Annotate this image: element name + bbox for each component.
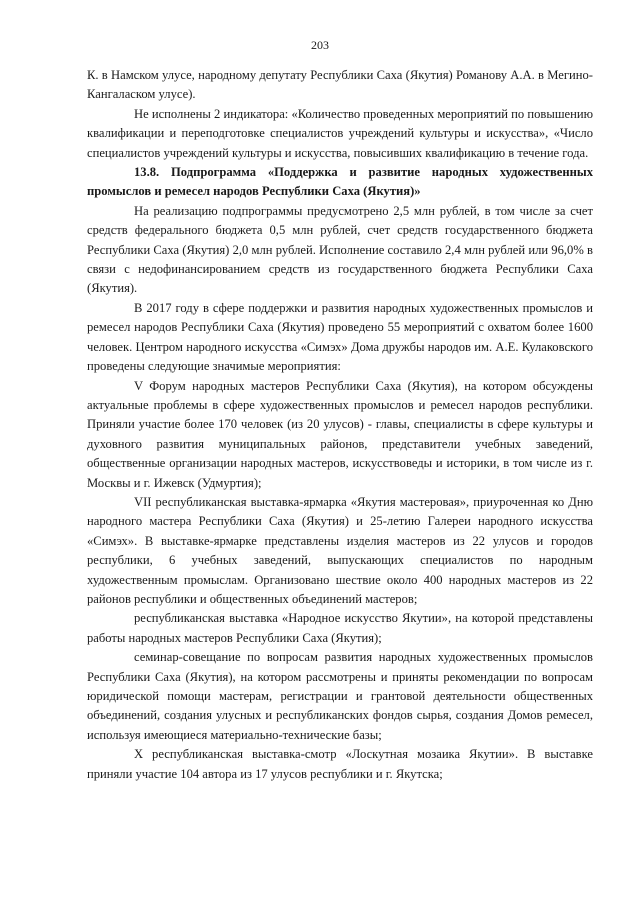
paragraph-forum: V Форум народных мастеров Республики Саха (Якутия), на котором обсуждены актуальные проблемы в сфере художественных промыслов и ремесел народов республики. Приняли участие более 170 человек (из 20 улусов) - главы, специалисты в сфере культуры и духовного развития муниципальных районов, представители учебных заведений, общественные организации народных мастеров, искусствоведы и историки, в том числе из г. Москвы и г. Ижевск (Удмуртия);: [87, 378, 593, 490]
paragraph-exhibition: республиканская выставка «Народное искусство Якутии», на которой представлены работы народных мастеров Республики Саха (Якутия);: [87, 611, 593, 645]
section-heading: 13.8. Подпрограмма «Поддержка и развитие народных художественных промыслов и ремесел народов Республики Саха (Якутия)»: [87, 165, 593, 199]
paragraph-continuation: К. в Намском улусе, народному депутату Республики Саха (Якутия) Романову А.А. в Мегино-Кангаласком улусе).: [87, 68, 593, 102]
paragraph-patchwork: X республиканская выставка-смотр «Лоскутная мозаика Якутии». В выставке приняли участие 104 автора из 17 улусов республики и г. Якутска;: [87, 747, 593, 781]
document-body: [87, 66, 593, 784]
paragraph-fair: VII республиканская выставка-ярмарка «Якутия мастеровая», приуроченная ко Дню народного мастера Республики Саха (Якутия) и 25-летию Галереи народного искусства «Симэх». В выставке-ярмарке представлены изделия мастеров из 22 улусов и городов республики, 6 учебных заведений, выпускающих специалистов по народным художественным промыслам. Организовано шествие около 400 народных мастеров из 22 районов республики и общественных объединений мастеров;: [87, 494, 593, 606]
paragraph-2017-summary: В 2017 году в сфере поддержки и развития народных художественных промыслов и ремесел народов Республики Саха (Якутия) проведено 55 мероприятий с охватом более 1600 человек. Центром народного искусства «Симэх» Дома дружбы народов им. А.Е. Кулаковского проведены следующие значимые мероприятия:: [87, 300, 593, 374]
paragraph-seminar: семинар-совещание по вопросам развития народных художественных промыслов Республики Саха (Якутия), на котором рассмотрены и приняты рекомендации по вопросам юридической помощи мастерам, регистрации и грантовой деятельности общественных объединений, создания улусных и республиканских фондов сырья, создания Домов ремесел, используя имеющиеся материально-технические базы;: [87, 650, 593, 742]
page-number: 203: [311, 38, 329, 52]
paragraph-funding: На реализацию подпрограммы предусмотрено 2,5 млн рублей, в том числе за счет средств федерального бюджета 0,5 млн рублей, счет средств государственного бюджета Республики Саха (Якутия) 2,0 млн рублей. Исполнение составило 2,4 млн рублей или 96,0% в связи с недофинансированием средств из государственного бюджета Республики Саха (Якутия).: [87, 203, 593, 296]
paragraph-unmet-indicators: Не исполнены 2 индикатора: «Количество проведенных мероприятий по повышению квалификации и переподготовке специалистов учреждений культуры и искусства», «Число специалистов учреждений культуры и искусства, повысивших квалификацию в течение года.: [87, 106, 593, 160]
